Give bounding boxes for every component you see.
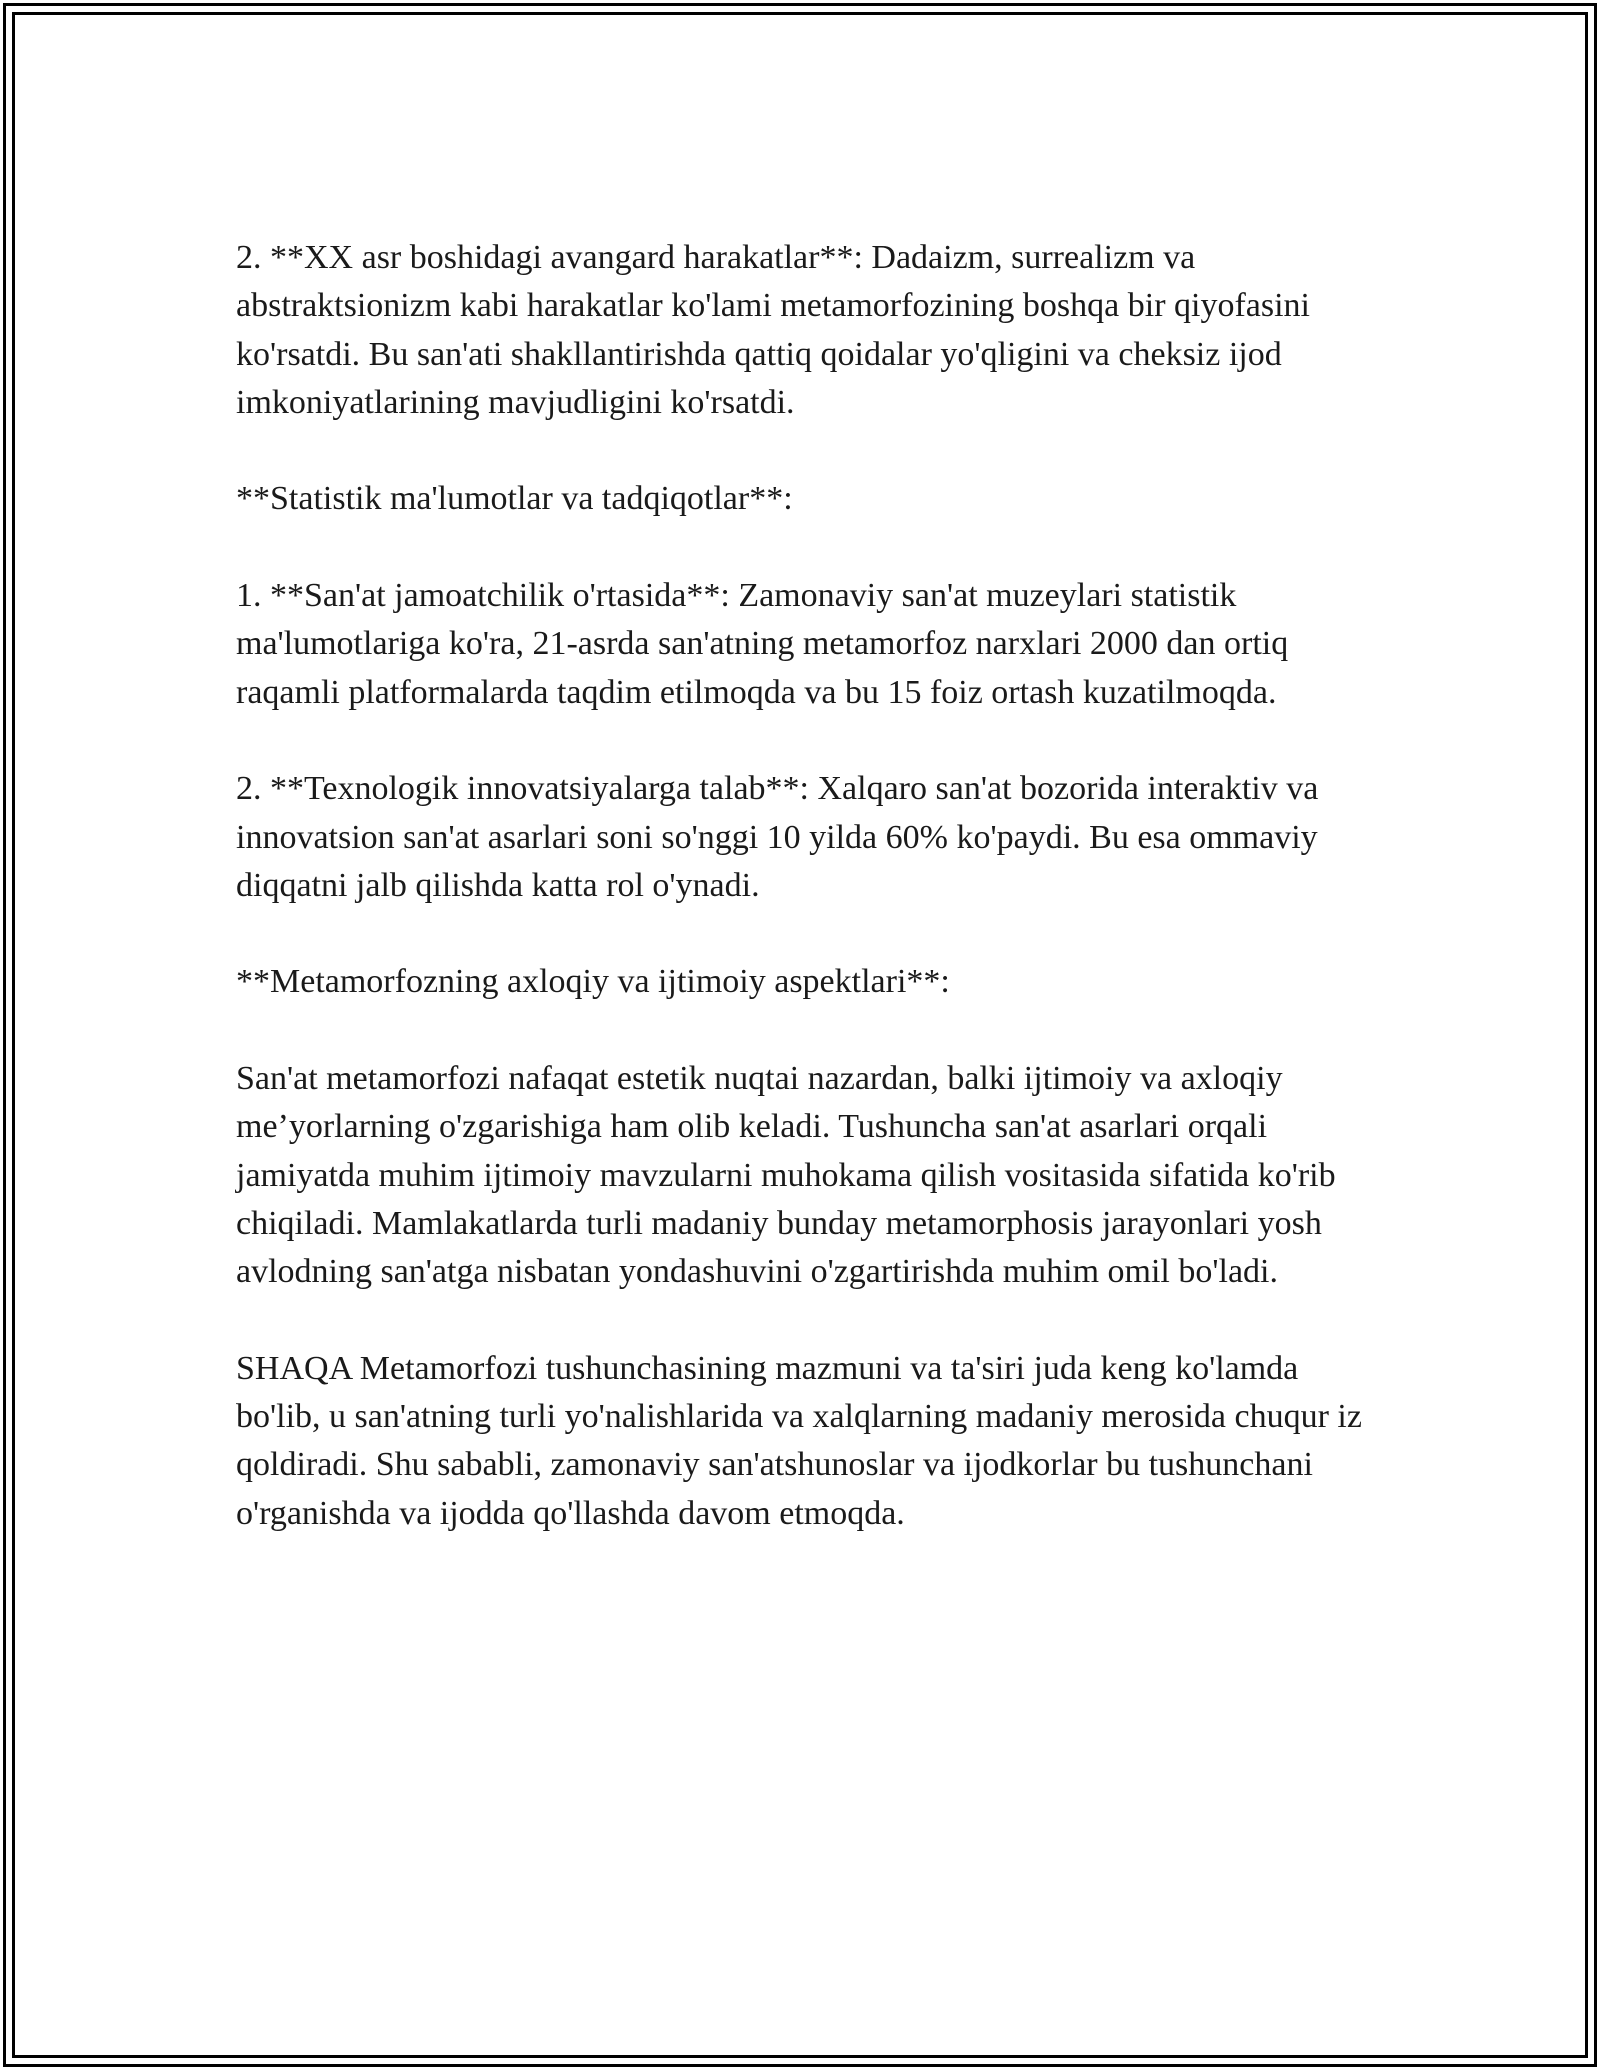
paragraph-conclusion: SHAQA Metamorfozi tushunchasining mazmuni va ta'siri juda keng ko'lamda bo'lib, u san'atning turli yo'nalishlarida va xalqlarning madaniy merosida chuqur iz qoldiradi. Shu sababli, zamonaviy san'atshunoslar va ijodkorlar bu tushunchani o'rganishda va ijodda qo'llashda davom etmoqda. — [236, 1349, 1362, 1532]
document-body — [236, 234, 1386, 1538]
paragraph-technology-innovation-demand: 2. **Texnologik innovatsiyalarga talab**: Xalqaro san'at bozorida interaktiv va innovatsion san'at asarlari soni so'nggi 10 yilda 60% ko'paydi. Bu esa ommaviy diqqatni jalb qilishda katta rol o'ynadi. — [236, 770, 1319, 904]
paragraph-art-among-public: 1. **San'at jamoatchilik o'rtasida**: Zamonaviy san'at muzeylari statistik ma'lumotlariga ko'ra, 21-asrda san'atning metamorfoz narxlari 2000 dan ortiq raqamli platformalarda taqdim etilmoqda va bu 15 foiz ortash kuzatilmoqda. — [236, 577, 1289, 711]
paragraph-art-metamorphosis-social: San'at metamorfozi nafaqat estetik nuqtai nazardan, balki ijtimoiy va axloqiy me’yorlarning o'zgarishiga ham olib keladi. Tushuncha san'at asarlari orqali jamiyatda muhim ijtimoiy mavzularni muhokama qilish vositasida sifatida ko'rib chiqiladi. Mamlakatlarda turli madaniy bunday metamorphosis jarayonlari yosh avlodning san'atga nisbatan yondashuvini o'zgartirishda muhim omil bo'ladi. — [236, 1060, 1336, 1291]
heading-statistics-and-research: **Statistik ma'lumotlar va tadqiqotlar**: — [236, 480, 793, 518]
paragraph-avant-garde-movements: 2. **XX asr boshidagi avangard harakatlar**: Dadaizm, surrealizm va abstraktsionizm kabi harakatlar ko'lami metamorfozining boshqa bir qiyofasini ko'rsatdi. Bu san'ati shakllantirishda qattiq qoidalar yo'qligini va cheksiz ijod imkoniyatlarining mavjudligini ko'rsatdi. — [236, 239, 1311, 421]
heading-ethical-social-aspects: **Metamorfozning axloqiy va ijtimoiy aspektlari**: — [236, 963, 950, 1001]
